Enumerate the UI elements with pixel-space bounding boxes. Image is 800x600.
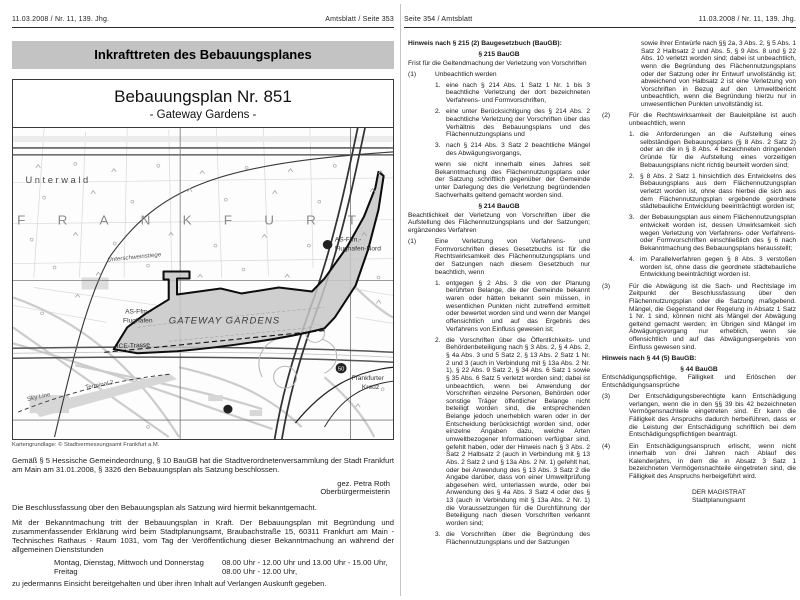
list-item-text: eine unter Berücksichtigung des § 214 Abs. 2 beachtliche Verletzung der Vorschriften über das Verhältnis des Bebauungsplans und des Flächennutzungsplans und — [446, 108, 590, 139]
list-item — [435, 108, 590, 139]
section-subtitle: Frist für die Geltendmachung der Verletzung von Vorschriften — [408, 59, 587, 67]
paragraph-access: zu jedermanns Einsicht bereitgehalten und über ihren Inhalt auf Verlangen Auskunft gegeben. — [12, 579, 327, 589]
paragraph-inspection: Mit der Bekanntmachung tritt der Bebauungsplan in Kraft. Der Bebauungsplan mit Begründung und zusammenfassender Erklärung wird beim Stadtplanungsamt, Braubachstraße 15, 60311 Frankfurt am Main - Technisches Rathaus - Raum 1031, vom Tag der Veröffentlichung dieser Bekanntmachung an während der allgemeinen Dienststunden — [12, 517, 394, 555]
map-label-as-ffm-flughafen-2: Flughafen — [123, 317, 153, 325]
road-number-badge-label: 50 — [337, 366, 345, 373]
map-label-unterwald: Unterwald — [25, 174, 91, 185]
list-item-number: 1. — [435, 279, 441, 287]
hint-heading-44: Hinweis nach § 44 (5) BauGB: — [602, 354, 697, 362]
map-title: Bebauungsplan Nr. 851 — [114, 87, 292, 106]
numbered-section — [408, 238, 590, 276]
list-item-number: 2. — [435, 108, 441, 116]
signature-name: gez. Petra Roth — [337, 478, 390, 488]
office-hours-days: Freitag — [54, 567, 78, 577]
list-item — [629, 256, 796, 279]
page-right-header — [404, 16, 796, 28]
section-text: Eine Verletzung von Verfahrens- und Formvorschriften dieses Gesetzbuchs ist für die Rechtswirksamkeit des Flächennutzungsplans und der Satzungen nach diesem Gesetzbuch nur beachtlich, wenn — [435, 237, 590, 276]
text-columns — [404, 28, 796, 594]
list-item-text: die Vorschriften über die Begründung des Flächennutzungsplans und der Satzungen — [446, 531, 590, 546]
section-subtitle: Beachtlichkeit der Verletzung von Vorschriften über die Aufstellung des Flächennutzungsplans und der Satzungen; ergänzendes Verfahren — [408, 211, 590, 234]
section-text: Ein Entschädigungsanspruch erlischt, wenn nicht innerhalb von drei Jahren nach Ablauf des Kalenderjahrs, in dem die in Absatz 3 Satz 1 bezeichneten Vermögensnachteile eingetreten sind, die Fälligkeit des Anspruchs herbeigeführt wird. — [629, 442, 796, 481]
map-label-frankfurt: FRANKFURT — [17, 212, 389, 228]
header-date: 11.03.2008 / Nr. 11, 139. Jhg. — [698, 16, 796, 23]
magistrat-line-2: Stadtplanungsamt — [692, 496, 746, 504]
list-item-text: die Vorschriften über die Öffentlichkeits- und Behördenbeteiligung nach § 3 Abs. 2, § 4 Abs. 2, § 4a Abs. 3 und 5 Satz 2, § 13 Abs. 2 Satz 1 Nr. 2 und 3 (auch in Verbindung mit § 13a Abs. 2 Nr. 1), § 22 Abs. 9 Satz 2, § 34 Abs. 6 Satz 1 sowie § 35 Abs. 6 Satz 5 verletzt worden sind; dabei ist unbeachtlich, wenn bei Anwendung der Vorschriften einzelne Personen, Behörden oder sonstige Träger öffentlicher Belange nicht beteiligt worden sind, die entsprechenden Belange jedoch unerheblich waren oder in der Entscheidung berücksichtigt worden sind, oder einzelne Angaben dazu, welche Arten umweltbezogener Informationen verfügbar sind, gefehlt haben, oder der Hinweis nach § 3 Abs. 2 Satz 2 Halbsatz 2 (auch in Verbindung mit § 13 Abs. 2 Satz 2 und § 13a Abs. 2 Nr. 1) gefehlt hat, oder bei Anwendung des § 13 Abs. 3 Satz 2 die Angabe darüber, dass von einer Umweltprüfung abgesehen wird, unterlassen wurde, oder bei Anwendung des § 4a Abs. 3 Satz 4 oder des § 13 (auch in Verbindung mit § 13a Abs. 2 Nr. 1) die Voraussetzungen für die Durchführung der Beteiligung nach diesen Vorschriften verkannt worden sind; — [446, 336, 590, 528]
numbered-section — [602, 393, 796, 439]
list-item-text: eine nach § 214 Abs. 1 Satz 1 Nr. 1 bis 3 beachtliche Verletzung der dort bezeichneten Verfahrens- und Formvorschriften, — [446, 81, 590, 105]
column-1 — [408, 40, 590, 550]
office-hours-table — [54, 558, 394, 577]
map-figure — [12, 79, 394, 440]
list-item-text: im Parallelverfahren gegen § 8 Abs. 3 verstoßen worden ist, ohne dass die geordnete städtebauliche Entwicklung beeinträchtigt worden ist. — [640, 256, 796, 279]
magistrat-line-1: DER MAGISTRAT — [692, 488, 746, 496]
list-item-number: 3. — [435, 531, 441, 539]
header-date: 11.03.2008 / Nr. 11, 139. Jhg. — [12, 16, 110, 23]
section-number: (2) — [602, 112, 611, 120]
column-2 — [602, 40, 796, 505]
list-item — [629, 131, 796, 169]
map-subtitle: - Gateway Gardens - — [149, 109, 257, 121]
list-item-text: die Anforderungen an die Aufstellung eines selbständigen Bebauungsplans (§ 8 Abs. 2 Satz 2) oder an die in § 8 Abs. 4 bezeichneten dringenden Gründe für die Aufstellung eines vorzeitigen Bebauungsplans nicht richtig beurteilt worden sind; — [640, 131, 796, 169]
numbered-section — [602, 443, 796, 481]
section-text: Für die Rechtswirksamkeit der Bauleitpläne ist auch unbeachtlich, wenn — [629, 112, 796, 127]
map-label-as-ffm-flughafen-nord-1: AS-Ffm.- — [334, 236, 362, 244]
road-dot-badge — [323, 240, 333, 249]
list-item-text: § 8 Abs. 2 Satz 1 hinsichtlich des Entwickelns des Bebauungsplans aus dem Flächennutzungsplan verletzt worden ist, ohne dass hierbei die sich aus dem Flächennutzungsplan ergebende geordnete städtebauliche Entwicklung beeinträchtigt worden ist; — [640, 172, 796, 211]
map-label-ice-trasse: ICE-Trasse — [116, 341, 151, 351]
map-label-frankfurter-kreuz-2: Kreuz — [361, 384, 380, 392]
header-issue: Seite 354 / Amtsblatt — [404, 16, 473, 23]
list-item — [435, 82, 590, 105]
header-issue: Amtsblatt / Seite 353 — [325, 16, 394, 23]
paragraph-resolution: Gemäß § 5 Hessische Gemeindeordnung, § 10 BauGB hat die Stadtverordnetenversammlung der Stadt Frankfurt am Main am 31.01.2008, § 3326 den Bebauungsplan als Satzung beschlossen. — [12, 456, 395, 475]
hint-heading-215: Hinweis nach § 215 (2) Baugesetzbuch (BauGB): — [408, 40, 562, 47]
map-label-as-ffm-flughafen-nord-2: Flughafen-Nord — [334, 245, 381, 253]
map-label-as-ffm-flughafen-1: AS-Ffm.- — [125, 308, 152, 316]
list-item-text: nach § 214 Abs. 3 Satz 2 beachtliche Mängel des Abwägungsvorgangs, — [446, 142, 590, 157]
signature-block — [12, 480, 394, 498]
list-item — [435, 142, 590, 157]
section-number: (1) — [408, 70, 417, 78]
list-item — [435, 280, 590, 333]
continuation-paragraph: wenn sie nicht innerhalb eines Jahres seit Bekanntmachung des Flächennutzungsplans oder der Satzung schriftlich gegenüber der Gemeinde unter Darlegung des die Verletzung begründenden Sachverhalts geltend gemacht worden sind. — [435, 161, 590, 199]
map-caption: Kartengrundlage: © Stadtvermessungsamt Frankfurt a.M. — [12, 442, 160, 448]
list-item-text: der Bebauungsplan aus einem Flächennutzungsplan entwickelt worden ist, dessen Unwirksamkeit sich wegen Verletzung von Verfahrens- oder Verfahrens- oder Formvorschriften einschließlich des § 6 nach Bekanntmachung des Bebauungsplans herausstellt; — [640, 214, 796, 253]
list-item — [435, 531, 590, 546]
numbered-section — [602, 112, 796, 127]
list-item — [629, 173, 796, 211]
paragraph-announcement: Die Beschlussfassung über den Bebauungsplan als Satzung wird hiermit bekanntgemacht. — [12, 503, 317, 513]
magistrat-signature — [692, 489, 796, 505]
numbered-section — [602, 283, 796, 352]
continuation-paragraph: sowie ihrer Entwürfe nach §§ 2a, 3 Abs. 2, § 5 Abs. 1 Satz 2 Halbsatz 2 und Abs. 5, § 9 Abs. 8 und § 22 Abs. 10 verletzt worden sind; dabei ist unbeachtlich, wenn die Begründung des Flächennutzungsplans oder der Satzung oder ihr Entwurf unvollständig ist; abweichend von Halbsatz 2 ist eine Verletzung von Vorschriften in Bezug auf den Umweltbericht unbeachtlich, wenn die Begründung hierzu nur in unwesentlichen Punkten unvollständig ist. — [641, 40, 796, 109]
map-label-gateway-gardens: GATEWAY GARDENS — [168, 315, 281, 326]
list-item-number: 1. — [629, 131, 635, 139]
section-number: (3) — [602, 393, 611, 401]
list-item-number: 1. — [435, 81, 441, 89]
section-number: (1) — [408, 237, 417, 245]
page-right — [404, 16, 796, 594]
section-heading-214: § 214 BauGB — [478, 202, 520, 210]
map-label-sky-line: Sky Line — [26, 391, 52, 404]
list-item-number: 3. — [629, 214, 635, 222]
page-divider — [400, 4, 401, 596]
list-item — [435, 337, 590, 528]
page-left-header — [12, 16, 394, 28]
section-text: Der Entschädigungsberechtigte kann Entschädigung verlangen, wenn die in den §§ 39 bis 42 bezeichneten Vermögensnachteile eingetreten sind. Er kann die Fälligkeit des Anspruchs dadurch herbeiführen, dass er die Leistung der Entschädigung schriftlich bei dem Entschädigungspflichtigen beantragt. — [629, 393, 796, 439]
map-svg — [13, 128, 393, 439]
road-dot-badge — [223, 405, 232, 414]
section-heading-44: § 44 BauGB — [680, 365, 718, 373]
list-item-number: 2. — [435, 336, 441, 344]
section-subtitle: Entschädigungspflichtige, Fälligkeit und Erlöschen der Entschädigungsansprüche — [602, 374, 796, 390]
numbered-section — [408, 71, 590, 79]
list-item — [629, 214, 796, 252]
office-hours-days: Montag, Dienstag, Mittwoch und Donnerstag — [54, 557, 204, 567]
notice-title-bar: Inkrafttreten des Bebauungsplanes — [12, 41, 394, 69]
section-number: (3) — [602, 282, 611, 290]
map-label-terminal-2: Terminal 2 — [84, 379, 115, 392]
section-text: Für die Abwägung ist die Sach- und Rechtslage im Zeitpunkt der Beschlussfassung über den Flächennutzungsplan oder die Satzung maßgebend. Mängel, die Gegenstand der Regelung in Absatz 1 Satz 1 Nr. 1 sind, können nicht als Mängel der Abwägung geltend gemacht werden; im Übrigen sind Mängel im Abwägungsvorgang nur erheblich, wenn sie offensichtlich und auf das Abwägungsergebnis von Einfluss gewesen sind. — [629, 282, 796, 351]
map-label-frankfurter-kreuz-1: Frankfurter — [351, 375, 384, 383]
section-heading-215: § 215 BauGB — [478, 50, 520, 58]
list-item-number: 4. — [629, 256, 635, 264]
office-hours-times: 08.00 Uhr - 12.00 Uhr und 13.00 Uhr - 15.00 Uhr, — [222, 557, 388, 567]
map-label-unterschweinstiege: Unterschweinstiege — [106, 251, 162, 264]
section-number: (4) — [602, 442, 611, 450]
signature-title: Oberbürgermeisterin — [320, 487, 390, 497]
map-canvas — [13, 127, 393, 439]
page-left — [12, 16, 394, 589]
section-text: Unbeachtlich werden — [435, 70, 497, 78]
list-item-number: 2. — [629, 172, 635, 180]
office-hours-times: 08.00 Uhr - 12.00 Uhr, — [222, 567, 298, 577]
list-item-number: 3. — [435, 142, 441, 150]
list-item-text: entgegen § 2 Abs. 3 die von der Planung berührten Belange, die der Gemeinde bekannt waren oder hätten bekannt sein müssen, in wesentlichen Punkten nicht zutreffend ermittelt oder bewertet worden sind und wenn der Mangel offensichtlich und auf das Ergebnis des Verfahrens von Einfluss gewesen ist; — [446, 279, 590, 333]
